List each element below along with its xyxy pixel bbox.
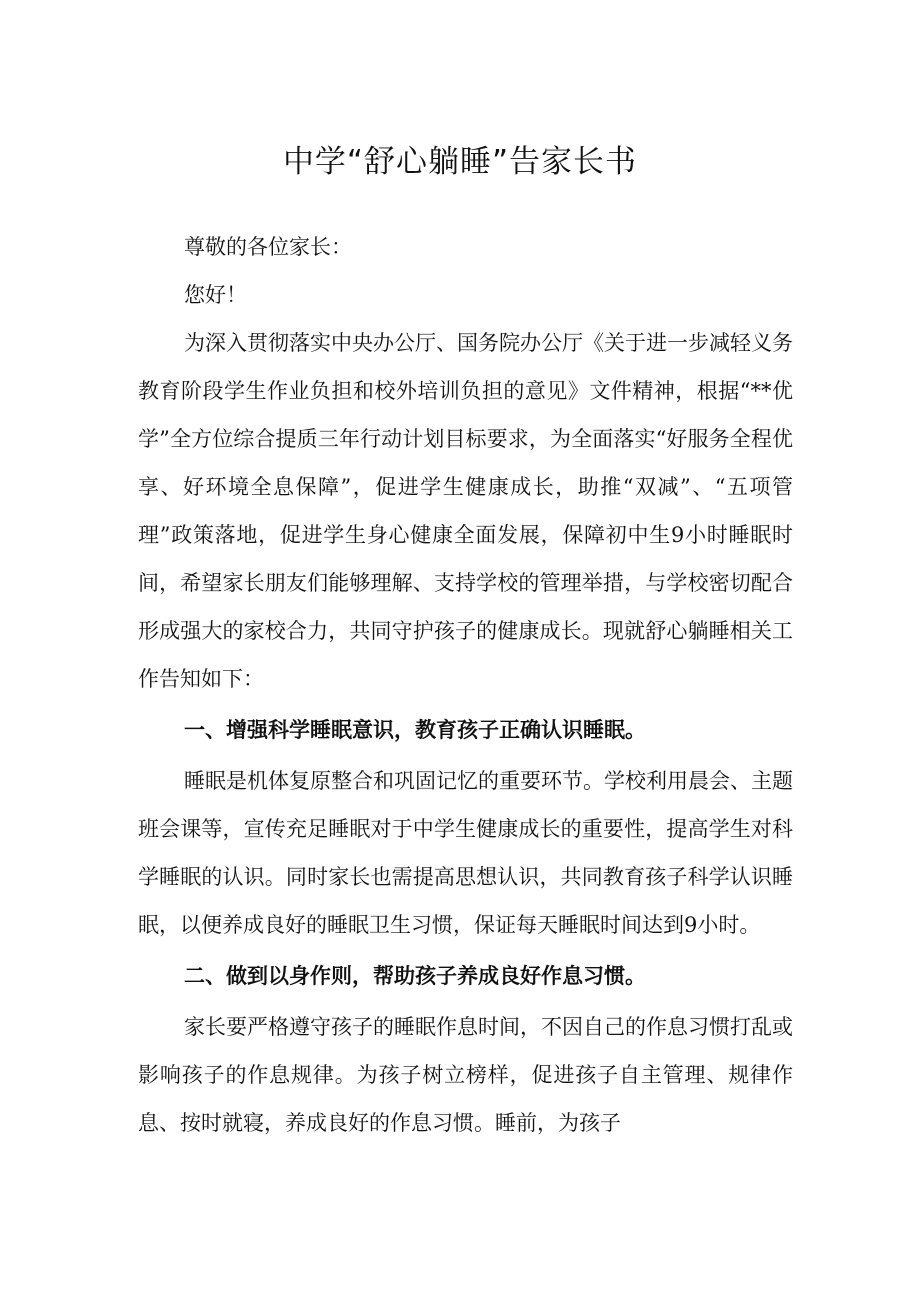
section-1-paragraph: 睡眠是机体复原整合和巩固记忆的重要环节。学校利用晨会、主题班会课等，宣传充足睡眠对于中学生健康成长的重要性，提高学生对科学睡眠的认识。同时家长也需提高思想认识，共同教育孩子科学认识睡眠，以便养成良好的睡眠卫生习惯，保证每天睡眠时间达到9小时。	[138, 769, 793, 937]
document-body	[138, 223, 793, 1147]
salutation: 尊敬的各位家长：	[184, 235, 352, 259]
intro-paragraph: 为深入贯彻落实中央办公厅、国务院办公厅《关于进一步减轻义务教育阶段学生作业负担和校外培训负担的意见》文件精神，根据“**优学”全方位综合提质三年行动计划目标要求，为全面落实“好服务全程优享、好环境全息保障”，促进学生健康成长，助推“双减”、“五项管理”政策落地，促进学生身心健康全面发展，保障初中生9小时睡眠时间，希望家长朋友们能够理解、支持学校的管理举措，与学校密切配合形成强大的家校合力，共同守护孩子的健康成长。现就舒心躺睡相关工作告知如下：	[138, 331, 793, 691]
section-2-paragraph: 家长要严格遵守孩子的睡眠作息时间，不因自己的作息习惯打乱或影响孩子的作息规律。为孩子树立榜样，促进孩子自主管理、规律作息、按时就寝，养成良好的作息习惯。睡前，为孩子	[138, 1015, 793, 1135]
section-1-heading: 一、增强科学睡眠意识，教育孩子正确认识睡眠。	[184, 718, 646, 742]
greeting: 您好！	[184, 283, 247, 307]
document-title: 中学“舒心躺睡”告家长书	[282, 144, 638, 180]
section-2-heading: 二、做到以身作则，帮助孩子养成良好作息习惯。	[184, 964, 646, 988]
